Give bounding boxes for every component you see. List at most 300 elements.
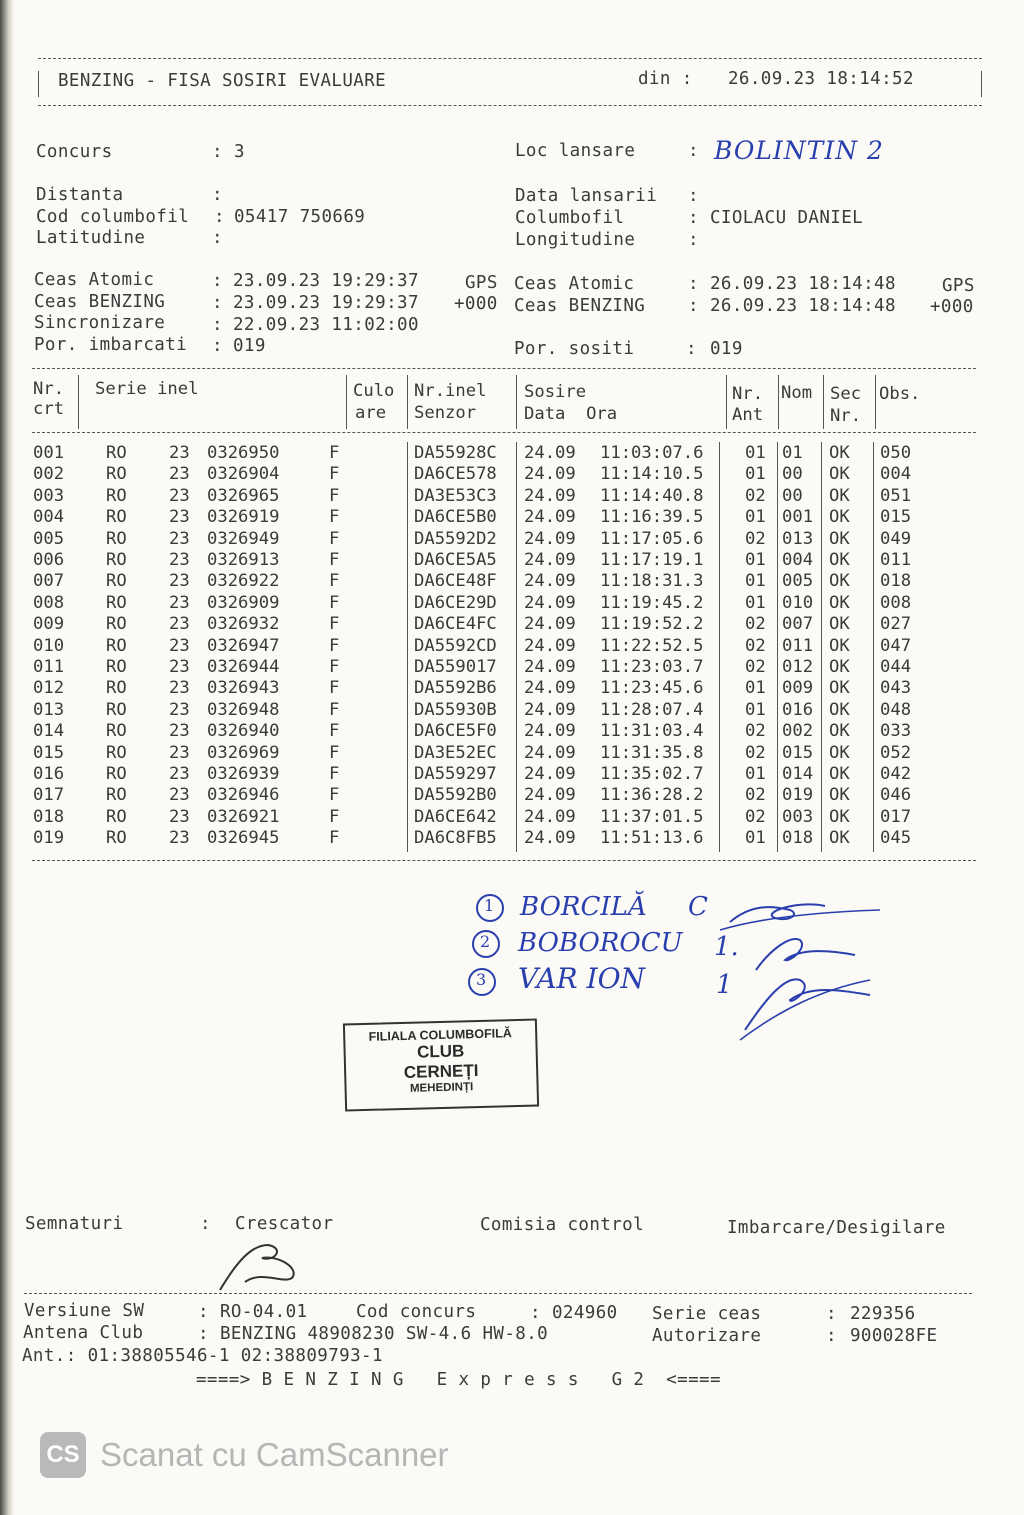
camscanner-logo-icon: CS [40,1432,86,1478]
antena-value: BENZING 48908230 SW-4.6 HW-8.0 [220,1324,549,1344]
cell-ring: 0326932 [207,614,280,635]
cod-concurs-label: Cod concurs [356,1302,477,1322]
cell-country: RO [106,657,127,677]
th-culoare-2: are [355,403,387,423]
cell-obs: 033 [880,721,912,742]
col-sep [78,375,79,429]
stamp-line-2: CLUB [416,1041,465,1062]
table-row [0,614,1000,635]
cell-nom: 009 [782,678,814,699]
cell-date: 24.09 [524,806,576,827]
longitudine-label: Longitudine [515,230,636,250]
cell-time: 11:17:19.1 [600,550,704,570]
cell-ant: 01 [745,443,766,463]
cell-date: 24.09 [524,464,576,485]
loc-lansare-label: Loc lansare [515,141,636,161]
cell-obs: 043 [880,678,912,699]
table-row [0,593,1000,614]
cell-year: 23 [169,828,190,849]
th-nr-ant: Nr. [732,384,764,404]
colon: : [688,230,699,250]
cell-ant: 01 [745,550,766,570]
cell-date: 24.09 [524,657,576,677]
colon: : [198,1324,209,1344]
por-sositi-label: Por. sositi [514,339,635,359]
colon: : [212,336,223,356]
colon: : [688,141,699,161]
cell-year: 23 [169,507,190,528]
colon: : [212,293,223,313]
cell-sex: F [329,657,340,677]
col-sep [726,375,727,429]
cell-ant: 02 [745,635,766,656]
cell-ring: 0326909 [207,592,280,613]
cell-time: 11:35:02.7 [600,764,704,784]
cell-obs: 011 [880,550,912,570]
cell-obs: 048 [880,699,912,720]
cell-ring: 0326922 [207,571,280,592]
th-sec: Sec [830,384,862,404]
cell-nr: 013 [33,699,65,720]
cell-year: 23 [169,699,190,720]
table-row [0,700,1000,721]
ceas-atomic-suffix-left: GPS [465,273,498,293]
cell-obs: 027 [880,614,912,635]
cod-columbofil-value: 05417 750669 [234,207,366,227]
cell-sex: F [329,806,340,827]
cell-nom: 00 [782,464,803,485]
cell-ant: 01 [745,828,766,849]
cell-sensor: DA6CE29D [414,592,497,613]
cell-nom: 012 [782,657,814,677]
cell-ring: 0326945 [207,828,280,849]
cell-nr: 012 [33,678,65,699]
cell-date: 24.09 [524,742,576,763]
cell-sex: F [329,785,340,806]
cell-nr: 007 [33,571,65,592]
cell-sensor: DA559297 [414,764,497,784]
cell-sec: OK [829,721,850,742]
cell-nr: 005 [33,528,65,549]
concurs-label: Concurs [36,142,113,162]
cell-ring: 0326965 [207,485,280,506]
cell-sec: OK [829,806,850,827]
cell-country: RO [106,507,127,528]
table-row [0,828,1000,849]
stamp-line-4: MEHEDINȚI [409,1081,474,1095]
ceas-benzing-label-left: Ceas BENZING [34,292,166,312]
table-row [0,636,1000,657]
cell-year: 23 [169,678,190,699]
ceas-benzing-suffix-left: +000 [454,294,498,314]
commission-name-2: BOBOROCU [518,928,683,958]
distanta-label: Distanta [36,185,124,205]
cell-date: 24.09 [524,699,576,720]
crescator-label: Crescator [235,1214,334,1234]
cell-year: 23 [169,443,190,463]
cell-sex: F [329,464,340,485]
th-sosire-2: Data Ora [524,404,618,424]
cell-sec: OK [829,635,850,656]
cell-obs: 004 [880,464,912,485]
ceas-benzing-value-right: 26.09.23 18:14:48 [710,296,896,316]
cell-ant: 02 [745,721,766,742]
cell-year: 23 [169,742,190,763]
cell-time: 11:31:03.4 [600,721,704,742]
col-sep [875,375,876,429]
commission-mark-2: 1. [714,932,739,962]
cell-date: 24.09 [524,507,576,528]
table-bottom-rule [32,860,976,861]
table-row [0,571,1000,592]
cell-sensor: DA559017 [414,657,497,677]
th-sosire: Sosire [524,382,587,402]
cell-sensor: DA5592B6 [414,678,497,699]
cell-obs: 046 [880,785,912,806]
cell-sensor: DA6CE48F [414,571,497,592]
cell-ring: 0326943 [207,678,280,699]
cell-ring: 0326921 [207,806,280,827]
cell-time: 11:22:52.5 [600,635,704,656]
cell-sex: F [329,485,340,506]
cell-year: 23 [169,785,190,806]
table-row [0,743,1000,764]
cell-ring: 0326904 [207,464,280,485]
cell-ring: 0326913 [207,550,280,570]
cell-sex: F [329,592,340,613]
columbofil-label: Columbofil [515,208,625,228]
cell-nom: 007 [782,614,814,635]
cell-obs: 044 [880,657,912,677]
ceas-benzing-suffix-right: +000 [930,297,974,317]
cell-sec: OK [829,657,850,677]
loc-lansare-handwritten: BOLINTIN 2 [714,136,884,165]
commission-mark-1: C [688,892,708,922]
cell-country: RO [106,571,127,592]
table-header-rule [32,432,976,433]
cell-nr: 008 [33,592,65,613]
cell-ring: 0326944 [207,657,280,677]
ceas-atomic-label-left: Ceas Atomic [34,270,155,290]
cell-ring: 0326947 [207,635,280,656]
cell-nr: 011 [33,657,65,677]
cell-time: 11:36:28.2 [600,785,704,806]
cell-sensor: DA6CE4FC [414,614,497,635]
cell-year: 23 [169,571,190,592]
ceas-benzing-value-left: 23.09.23 19:29:37 [233,293,419,313]
th-serie-inel: Serie inel [95,379,199,399]
cell-sec: OK [829,764,850,784]
th-nr-ant-2: Ant [732,405,764,425]
colon: : [530,1303,541,1323]
cell-nr: 003 [33,485,65,506]
cell-date: 24.09 [524,764,576,784]
cell-sec: OK [829,828,850,849]
cell-time: 11:18:31.3 [600,571,704,592]
columbofil-value: CIOLACU DANIEL [710,208,864,228]
cell-sec: OK [829,785,850,806]
col-sep [778,375,779,429]
cell-sensor: DA5592B0 [414,785,497,806]
cell-obs: 049 [880,528,912,549]
colon: : [688,296,699,316]
table-row [0,678,1000,699]
cell-nom: 003 [782,806,814,827]
stamp-line-3: CERNEȚI [403,1061,479,1082]
cell-nr: 015 [33,742,65,763]
cell-date: 24.09 [524,443,576,463]
versiune-label: Versiune SW [24,1301,145,1321]
serie-ceas-value: 229356 [850,1304,916,1324]
cell-sex: F [329,528,340,549]
cell-nom: 015 [782,742,814,763]
cell-nom: 00 [782,485,803,506]
cell-nr: 006 [33,550,65,570]
cell-time: 11:19:45.2 [600,592,704,613]
cell-country: RO [106,678,127,699]
cell-sec: OK [829,742,850,763]
colon: : [212,228,223,248]
table-row [0,443,1000,464]
date-label: din : [638,69,693,89]
table-top-rule [32,368,976,369]
commission-name-3: VAR ION [518,962,646,995]
cell-nom: 016 [782,699,814,720]
table-row [0,550,1000,571]
colon: : [688,186,699,206]
cell-country: RO [106,592,127,613]
table-row [0,464,1000,485]
cell-sensor: DA6CE5A5 [414,550,497,570]
cell-country: RO [106,699,127,720]
brand-line: ====> B E N Z I N G E x p r e s s G 2 <==== [196,1370,721,1390]
cell-nr: 001 [33,443,65,463]
data-lansarii-label: Data lansarii [515,186,658,206]
commission-num-3: 3 [476,970,487,989]
cell-ring: 0326946 [207,785,280,806]
cell-country: RO [106,485,127,506]
club-stamp [343,1018,539,1111]
cell-sec: OK [829,550,850,570]
colon: : [214,207,225,227]
cell-time: 11:03:07.6 [600,443,704,463]
cell-date: 24.09 [524,721,576,742]
cell-sec: OK [829,614,850,635]
semnaturi-label: Semnaturi [25,1214,124,1234]
col-sep [516,375,517,429]
imbarcare-label: Imbarcare/Desigilare [727,1218,946,1238]
cell-sensor: DA6CE578 [414,464,497,485]
cell-year: 23 [169,550,190,570]
cell-obs: 050 [880,443,912,463]
cell-nom: 010 [782,592,814,613]
cell-nom: 01 [782,443,803,463]
cell-nr: 017 [33,785,65,806]
th-obs: Obs. [879,384,921,404]
cell-year: 23 [169,528,190,549]
cell-year: 23 [169,764,190,784]
table-row [0,807,1000,828]
cell-nom: 004 [782,550,814,570]
cell-sex: F [329,614,340,635]
cell-sec: OK [829,464,850,485]
latitudine-label: Latitudine [36,228,146,248]
cell-date: 24.09 [524,528,576,549]
cell-nom: 002 [782,721,814,742]
cell-year: 23 [169,485,190,506]
th-culoare: Culo [353,381,395,401]
ceas-atomic-value-right: 26.09.23 18:14:48 [710,274,896,294]
cell-date: 24.09 [524,678,576,699]
table-row [0,785,1000,806]
cell-ant: 02 [745,657,766,677]
document-title: BENZING - FISA SOSIRI EVALUARE [58,71,387,91]
cell-sensor: DA3E52EC [414,742,497,763]
table-row [0,764,1000,785]
cell-ant: 01 [745,571,766,592]
colon: : [686,339,697,359]
antena-label: Antena Club [23,1323,144,1343]
cell-sensor: DA5592CD [414,635,497,656]
cell-nom: 001 [782,507,814,528]
cell-sensor: DA55930B [414,699,497,720]
cell-nr: 010 [33,635,65,656]
cell-obs: 018 [880,571,912,592]
colon: : [826,1326,837,1346]
cell-country: RO [106,742,127,763]
cell-sensor: DA6CE642 [414,806,497,827]
por-imbarcati-value: 019 [233,336,266,356]
cell-sex: F [329,828,340,849]
footer-rule [24,1293,972,1294]
cell-nr: 014 [33,721,65,742]
cell-ant: 01 [745,592,766,613]
cell-nom: 013 [782,528,814,549]
comisia-label: Comisia control [480,1215,645,1235]
col-sep [407,375,408,429]
cell-ring: 0326948 [207,699,280,720]
cell-date: 24.09 [524,592,576,613]
cell-sex: F [329,678,340,699]
cell-ant: 02 [745,806,766,827]
colon: : [826,1304,837,1324]
stamp-line-1: FILIALA COLUMBOFILĂ [368,1026,512,1044]
date-value: 26.09.23 18:14:52 [728,69,914,89]
autorizare-value: 900028FE [850,1326,938,1346]
cell-sex: F [329,507,340,528]
col-sep [823,375,824,429]
colon: : [212,271,223,291]
cell-country: RO [106,464,127,485]
por-imbarcati-label: Por. imbarcati [34,335,188,355]
cell-ant: 01 [745,764,766,784]
concurs-value: 3 [234,142,245,162]
colon: : [200,1214,211,1234]
cell-ring: 0326969 [207,742,280,763]
colon: : [212,185,223,205]
cell-time: 11:16:39.5 [600,507,704,528]
cell-year: 23 [169,592,190,613]
ceas-benzing-label-right: Ceas BENZING [514,296,646,316]
cell-country: RO [106,806,127,827]
cell-sec: OK [829,571,850,592]
cell-obs: 047 [880,635,912,656]
cell-obs: 045 [880,828,912,849]
serie-ceas-label: Serie ceas [652,1304,762,1324]
ant-line: Ant.: 01:38805546-1 02:38809793-1 [22,1346,383,1366]
cell-ant: 01 [745,507,766,528]
autorizare-label: Autorizare [652,1326,762,1346]
cell-sec: OK [829,507,850,528]
cell-ant: 02 [745,528,766,549]
colon: : [688,208,699,228]
sincronizare-value: 22.09.23 11:02:00 [233,315,419,335]
cell-time: 11:28:07.4 [600,699,704,720]
th-nr-crt: Nr. [33,379,65,399]
cell-country: RO [106,764,127,784]
cell-country: RO [106,528,127,549]
cell-sex: F [329,764,340,784]
th-nr-crt-2: crt [33,399,65,419]
cell-nom: 011 [782,635,814,656]
cell-nom: 018 [782,828,814,849]
cell-time: 11:19:52.2 [600,614,704,635]
cell-ant: 02 [745,785,766,806]
cell-country: RO [106,785,127,806]
cell-obs: 052 [880,742,912,763]
ceas-atomic-suffix-right: GPS [942,276,975,296]
cell-ant: 02 [745,742,766,763]
cell-sec: OK [829,485,850,506]
cell-ant: 01 [745,464,766,485]
cell-nr: 019 [33,828,65,849]
versiune-value: RO-04.01 [220,1302,308,1322]
commission-num-2: 2 [480,932,491,951]
th-nom: Nom [781,383,813,403]
table-row [0,721,1000,742]
col-sep [346,375,347,429]
cell-date: 24.09 [524,785,576,806]
cell-time: 11:14:10.5 [600,464,704,485]
cell-country: RO [106,550,127,570]
cell-sensor: DA6CE5F0 [414,721,497,742]
cell-country: RO [106,443,127,463]
colon: : [212,315,223,335]
cell-obs: 017 [880,806,912,827]
cell-year: 23 [169,721,190,742]
cell-ring: 0326939 [207,764,280,784]
cell-sec: OK [829,678,850,699]
cell-sensor: DA5592D2 [414,528,497,549]
cod-columbofil-label: Cod columbofil [36,207,190,227]
cell-obs: 015 [880,507,912,528]
th-nr-inel: Nr.inel [414,381,487,401]
cell-time: 11:51:13.6 [600,828,704,849]
cell-year: 23 [169,657,190,677]
table-row [0,507,1000,528]
cell-year: 23 [169,464,190,485]
cell-ring: 0326940 [207,721,280,742]
cell-ant: 02 [745,485,766,506]
cell-country: RO [106,614,127,635]
cell-sex: F [329,699,340,720]
colon: : [688,274,699,294]
colon: : [198,1302,209,1322]
cell-sec: OK [829,443,850,463]
cell-time: 11:14:40.8 [600,485,704,506]
cell-year: 23 [169,614,190,635]
por-sositi-value: 019 [710,339,743,359]
